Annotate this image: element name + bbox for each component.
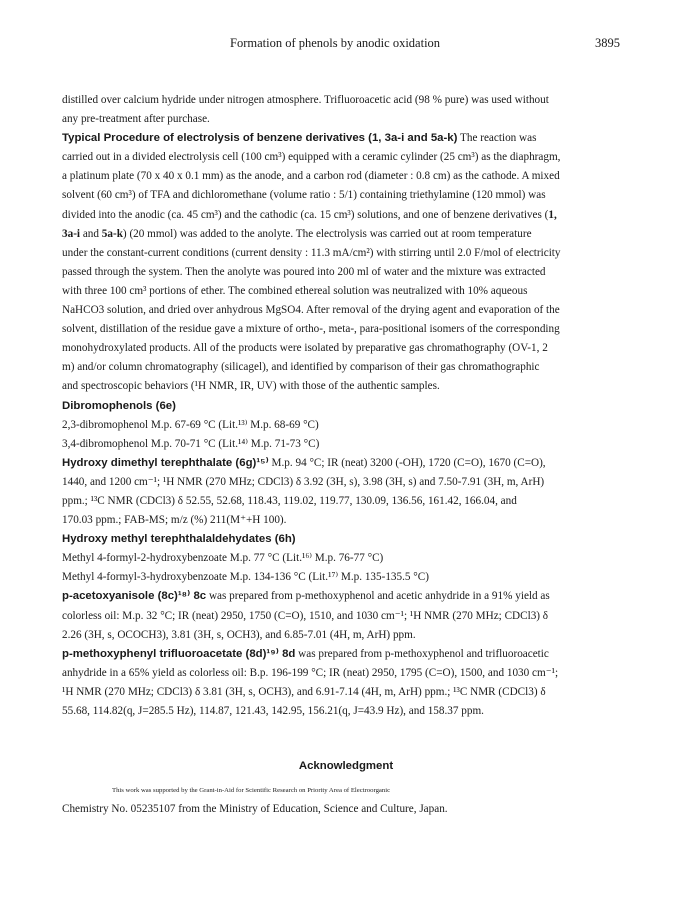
text-line: under the constant-current conditions (current density : 11.3 mA/cm²) with stirring until 2.0 F/mol of electricity <box>62 246 561 259</box>
text-line: carried out in a divided electrolysis cell (100 cm³) equipped with a ceramic cylinder (25 cm³) as the diaphragm, <box>62 151 561 164</box>
text-line <box>62 225 637 244</box>
compound-heading: Hydroxy methyl terephthalaldehydates (6h) <box>62 533 296 546</box>
text-span: The reaction was <box>457 132 537 145</box>
compound-ref: 1, <box>548 208 557 221</box>
text-line: colorless oil: M.p. 32 °C; IR (neat) 2950, 1750 (C=O), 1510, and 1030 cm⁻¹; ¹H NMR (270 MHz; CDCl3) δ <box>62 609 549 622</box>
text-span: divided into the anodic (ca. 45 cm³) and the cathodic (ca. 15 cm³) solutions, and one of benzene derivatives ( <box>62 208 549 221</box>
text-span: was prepared from p-methoxyphenol and trifluoroacetic <box>295 647 549 660</box>
procedure-heading: Typical Procedure of electrolysis of benzene derivatives (1, 3a-i and 5a-k) <box>62 132 458 145</box>
text-line: 3,4-dibromophenol M.p. 70-71 °C (Lit.¹⁴⁾ M.p. 71-73 °C) <box>62 437 320 450</box>
text-line <box>62 587 637 606</box>
text-line: any pre-treatment after purchase. <box>62 113 210 126</box>
text-line: NaHCO3 solution, and dried over anhydrous MgSO4. After removal of the drying agent and evaporation of the <box>62 304 560 317</box>
text-line: 170.03 ppm.; FAB-MS; m/z (%) 211(M⁺+H 100). <box>62 514 287 527</box>
text-span: was prepared from p-methoxyphenol and acetic anhydride in a 91% yield as <box>206 590 550 603</box>
text-line: monohydroxylated products. All of the products were isolated by preparative gas chromathography (OV-1, 2 <box>62 342 548 355</box>
text-line: 2.26 (3H, s, OCOCH3), 3.81 (3H, s, OCH3), and 6.85-7.01 (4H, m, ArH) ppm. <box>62 628 416 641</box>
acknowledgment-heading: Acknowledgment <box>298 760 394 772</box>
text-line: passed through the system. Then the anolyte was poured into 200 ml of water and the mixture was extracted <box>62 265 546 278</box>
text-line: solvent (60 cm³) of TFA and dichloromethane (volume ratio : 5/1) containing triethylamine (120 mmol) was <box>62 189 546 202</box>
text-line <box>62 129 637 148</box>
compound-heading: Dibromophenols (6e) <box>62 399 176 412</box>
acknowledgment-text <box>62 781 637 819</box>
text-line: Methyl 4-formyl-2-hydroxybenzoate M.p. 77 °C (Lit.¹⁶⁾ M.p. 76-77 °C) <box>62 552 384 565</box>
text-line: m) and/or column chromatography (silicagel), and identified by comparison of their gas chromathographic <box>62 361 540 374</box>
text-line: with three 100 cm³ portions of ether. The combined ethereal solution was neutralized with 10% aqueous <box>62 284 528 297</box>
compound-heading: p-acetoxyanisole (8c)¹⁸⁾ 8c <box>62 590 207 603</box>
text-line: and spectroscopic behaviors (¹H NMR, IR, UV) with those of the authentic samples. <box>62 380 440 393</box>
text-span: ) (20 mmol) was added to the anolyte. The electrolysis was carried out at room temperature <box>122 227 532 240</box>
running-title: Formation of phenols by anodic oxidation <box>230 36 441 50</box>
body-text <box>62 91 637 721</box>
page-number: 3895 <box>595 36 620 50</box>
compound-ref: 3a-i <box>62 227 81 240</box>
text-line: anhydride in a 65% yield as colorless oil: B.p. 196-199 °C; IR (neat) 2950, 1795 (C=O), 1500, and 1030 cm⁻¹; <box>62 666 559 679</box>
text-line <box>62 206 637 225</box>
text-span: and <box>80 227 102 240</box>
text-span: M.p. 94 °C; IR (neat) 3200 (-OH), 1720 (C=O), 1670 (C=O), <box>268 456 546 469</box>
text-line: This work was supported by the Grant-in-Aid for Scientific Research on Priority Area of Electroorganic <box>112 787 391 794</box>
text-line <box>62 454 637 473</box>
text-line <box>62 645 637 664</box>
compound-heading: p-methoxyphenyl trifluoroacetate (8d)¹⁹⁾ 8d <box>62 647 296 660</box>
compound-heading: Hydroxy dimethyl terephthalate (6g)¹⁵⁾ <box>62 456 269 469</box>
text-line: Methyl 4-formyl-3-hydroxybenzoate M.p. 134-136 °C (Lit.¹⁷⁾ M.p. 135-135.5 °C) <box>62 571 429 584</box>
text-line: 55.68, 114.82(q, J=285.5 Hz), 114.87, 121.43, 142.95, 156.21(q, J=43.9 Hz), and 158.37 ppm. <box>62 705 484 717</box>
text-line: a platinum plate (70 x 40 x 0.1 mm) as the anode, and a carbon rod (diameter : 0.8 cm) as the cathode. A mixed <box>62 170 560 183</box>
text-line: 2,3-dibromophenol M.p. 67-69 °C (Lit.¹³⁾ M.p. 68-69 °C) <box>62 418 319 431</box>
compound-ref: 5a-k <box>101 227 123 240</box>
text-line: 1440, and 1200 cm⁻¹; ¹H NMR (270 MHz; CDCl3) δ 3.92 (3H, s), 3.98 (3H, s) and 7.50-7.91 (3H, m, ArH) <box>62 475 545 488</box>
text-line: distilled over calcium hydride under nitrogen atmosphere. Trifluoroacetic acid (98 % pure) was used without <box>62 94 549 106</box>
text-line: solvent, distillation of the residue gave a mixture of ortho-, meta-, para-positional isomers of the corresponding <box>62 323 560 336</box>
text-line: ppm.; ¹³C NMR (CDCl3) δ 52.55, 52.68, 118.43, 119.02, 119.77, 130.09, 136.56, 161.42, 166.04, and <box>62 494 517 507</box>
text-line: ¹H NMR (270 MHz; CDCl3) δ 3.81 (3H, s, OCH3), and 6.91-7.14 (4H, m, ArH) ppm.; ¹³C NMR (CDCl3) δ <box>62 685 546 698</box>
text-line: Chemistry No. 05235107 from the Ministry of Education, Science and Culture, Japan. <box>62 803 448 816</box>
